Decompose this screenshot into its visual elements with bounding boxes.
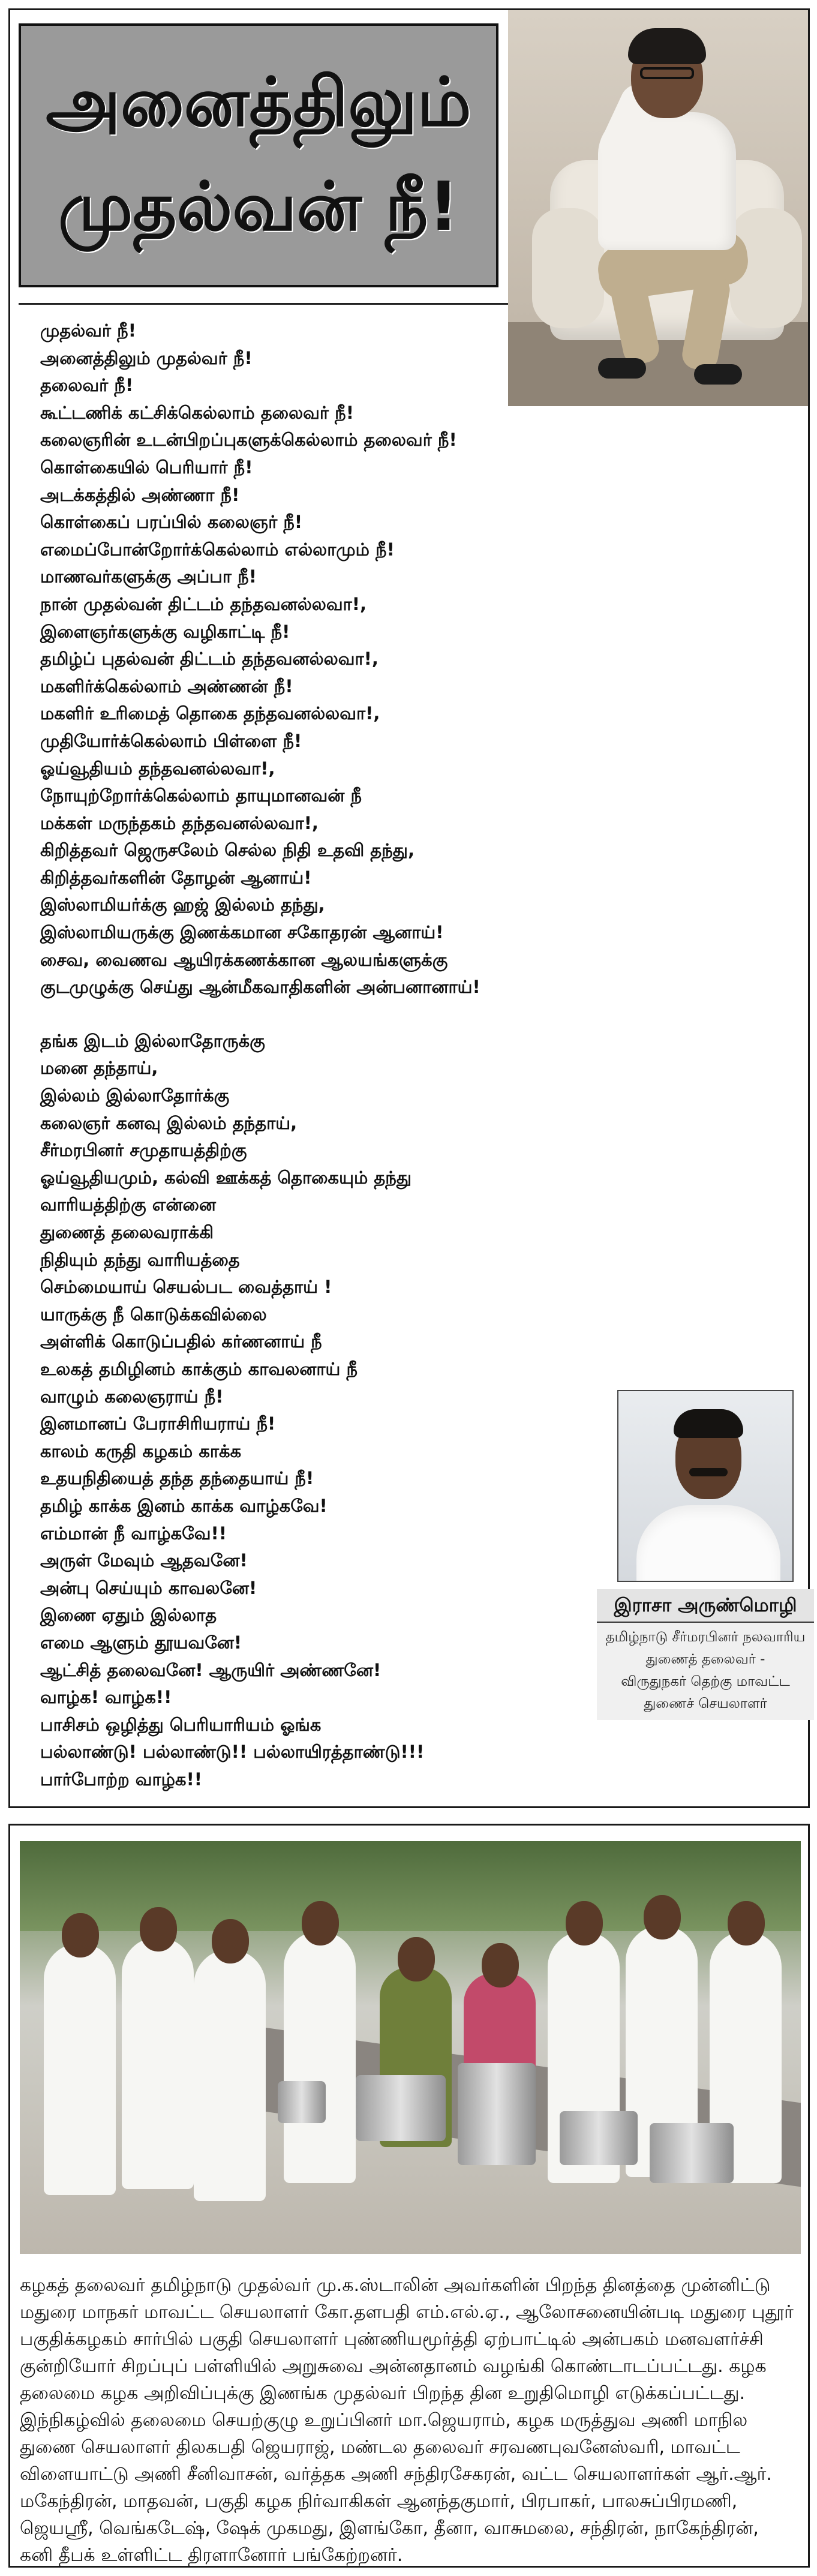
poem-line: எமைப்போன்றோர்க்கெல்லாம் எல்லாமும் நீ! bbox=[40, 539, 395, 560]
poem-line: மக்கள் மருந்தகம் தந்தவனல்லவா!, bbox=[40, 812, 319, 833]
poem-line: எமை ஆளும் தூயவனே! bbox=[40, 1632, 242, 1653]
poem-line: செம்மையாய் செயல்பட வைத்தாய் ! bbox=[40, 1277, 332, 1298]
poem-line: தலைவர் நீ! bbox=[40, 375, 134, 396]
author-designation-line: துணைத் தலைவர் - bbox=[645, 1652, 765, 1667]
poem-line: வாழும் கலைஞராய் நீ! bbox=[40, 1386, 224, 1407]
author-caption bbox=[597, 1589, 814, 1720]
poem-line: அனைத்திலும் முதல்வர் நீ! bbox=[40, 347, 253, 368]
report-line: கழகத் தலைவர் தமிழ்நாடு முதல்வர் மு.க.ஸ்டாலின் அவர்களின் பிறந்த தினத்தை முன்னிட்டு bbox=[20, 2275, 771, 2296]
poem-line: உலகத் தமிழினம் காக்கும் காவலனாய் நீ bbox=[40, 1358, 358, 1379]
poem-line: மாணவர்களுக்கு அப்பா நீ! bbox=[40, 566, 257, 587]
poem-line: முதல்வர் நீ! bbox=[40, 320, 136, 341]
headline-line-2: முதல்வன் நீ! bbox=[58, 168, 459, 246]
report-body bbox=[20, 2272, 802, 2569]
poem-line: கிறித்தவர்களின் தோழன் ஆனாய்! bbox=[40, 867, 312, 888]
author-designation-line: விருதுநகர் தெற்கு மாவட்ட bbox=[621, 1674, 790, 1689]
report-section bbox=[8, 1824, 810, 2568]
report-line: மகேந்திரன், மாதவன், பகுதி கழக நிர்வாகிகள் ஆனந்தகுமார், பிரபாகர், பாலசுப்பிரமணி, bbox=[20, 2491, 738, 2512]
poem-line: யாருக்கு நீ கொடுக்கவில்லை bbox=[40, 1304, 267, 1325]
poem-line: மகளிர் உரிமைத் தொகை தந்தவனல்லவா!, bbox=[40, 703, 380, 724]
poem-line: பார்போற்ற வாழ்க!! bbox=[40, 1769, 203, 1790]
poem-line: எம்மான் நீ வாழ்கவே!! bbox=[40, 1523, 227, 1544]
poem-line: சீர்மரபினர் சமுதாயத்திற்கு bbox=[40, 1140, 247, 1161]
poem-line: ஓய்வூதியம் தந்தவனல்லவா!, bbox=[40, 758, 275, 779]
event-photo bbox=[20, 1841, 801, 2254]
poem-line: தமிழ் காக்க இனம் காக்க வாழ்கவே! bbox=[40, 1495, 328, 1516]
poem-line: கொள்கையில் பெரியார் நீ! bbox=[40, 457, 253, 478]
report-line: மதுரை மாநகர் மாவட்ட செயலாளர் கோ.தளபதி எம்.எல்.ஏ., ஆலோசனையின்படி மதுரை புதூர் bbox=[20, 2302, 794, 2323]
poem-line: அள்ளிக் கொடுப்பதில் கர்ணனாய் நீ bbox=[40, 1331, 322, 1352]
poem-line: இல்லம் இல்லாதோர்க்கு bbox=[40, 1085, 230, 1106]
poem-line: கிறித்தவர் ஜெருசலேம் செல்ல நிதி உதவி தந்து, bbox=[40, 840, 414, 861]
author-name: இராசா அருண்மொழி bbox=[597, 1589, 814, 1623]
author-designation bbox=[597, 1623, 814, 1720]
poem-line: உதயநிதியைத் தந்த தந்தையாய் நீ! bbox=[40, 1468, 314, 1489]
poem-line: வாரியத்திற்கு என்னை bbox=[40, 1194, 217, 1215]
poem-line: தமிழ்ப் புதல்வன் திட்டம் தந்தவனல்லவா!, bbox=[40, 648, 379, 669]
poem-line: பல்லாண்டு! பல்லாண்டு!! பல்லாயிரத்தாண்டு!!! bbox=[40, 1742, 425, 1763]
poem-line: மனை தந்தாய், bbox=[40, 1058, 158, 1079]
poem-line: தங்க இடம் இல்லாதோருக்கு bbox=[40, 1030, 265, 1051]
poem-line: அன்பு செய்யும் காவலனே! bbox=[40, 1577, 257, 1598]
poem-line: இளைஞர்களுக்கு வழிகாட்டி நீ! bbox=[40, 621, 290, 642]
report-line: ஜெயஸ்ரீ, வெங்கடேஷ், ஷேக் முகமது, இளங்கோ, தீனா, வாசுமலை, சந்திரன், நாகேந்திரன், bbox=[20, 2518, 759, 2539]
poem-line: காலம் கருதி கழகம் காக்க bbox=[40, 1440, 242, 1461]
poem-line: அருள் மேவும் ஆதவனே! bbox=[40, 1550, 248, 1571]
report-line: பகுதிக்கழகம் சார்பில் பகுதி செயலாளர் புண்ணியமூர்த்தி ஏற்பாட்டில் அன்பகம் மனவளர்ச்சி bbox=[20, 2329, 764, 2350]
headline-line-1: அனைத்திலும் bbox=[46, 64, 471, 142]
report-line: துணை செயலாளர் திலகபதி ஜெயராஜ், மண்டல தலைவர் சரவணபுவனேஸ்வரி, மாவட்ட bbox=[20, 2437, 740, 2458]
author-designation-line: தமிழ்நாடு சீர்மரபினர் நலவாரிய bbox=[605, 1629, 806, 1645]
poem-line: ஆட்சித் தலைவனே! ஆருயிர் அண்ணனே! bbox=[40, 1659, 382, 1680]
poem-line: துணைத் தலைவராக்கி bbox=[40, 1222, 214, 1242]
poem-line: வாழ்க! வாழ்க!! bbox=[40, 1687, 172, 1708]
poem-section bbox=[8, 8, 810, 1808]
stanza-gap bbox=[40, 1001, 628, 1028]
poem-line: கூட்டணிக் கட்சிக்கெல்லாம் தலைவர் நீ! bbox=[40, 402, 354, 423]
poem-line: இணை ஏதும் இல்லாத bbox=[40, 1605, 217, 1626]
poem-line: கொள்கைப் பரப்பில் கலைஞர் நீ! bbox=[40, 512, 303, 533]
author-designation-line: துணைச் செயலாளர் bbox=[644, 1696, 767, 1712]
poem-line: இனமானப் பேராசிரியராய் நீ! bbox=[40, 1413, 276, 1434]
report-line: தலைமை கழக அறிவிப்புக்கு இணங்க முதல்வர் பிறந்த தின உறுதிமொழி எடுக்கப்பட்டது. bbox=[20, 2383, 746, 2404]
author-photo bbox=[617, 1390, 794, 1582]
poem-line: சைவ, வைணவ ஆயிரக்கணக்கான ஆலயங்களுக்கு bbox=[40, 949, 448, 970]
poem-line: இஸ்லாமியர்க்கு ஹஜ் இல்லம் தந்து, bbox=[40, 894, 325, 915]
poem-line: கலைஞர் கனவு இல்லம் தந்தாய், bbox=[40, 1112, 298, 1133]
report-line: இந்நிகழ்வில் தலைமை செயற்குழு உறுப்பினர் மா.ஜெயராம், கழக மருத்துவ அணி மாநில bbox=[20, 2410, 748, 2431]
report-line: குன்றியோர் சிறப்புப் பள்ளியில் அறுசுவை அன்னதானம் வழங்கி கொண்டாடப்பட்டது. கழக bbox=[20, 2356, 767, 2377]
poem-line: அடக்கத்தில் அண்ணா நீ! bbox=[40, 484, 240, 505]
poem-body bbox=[40, 317, 628, 1793]
poem-line: முதியோர்க்கெல்லாம் பிள்ளை நீ! bbox=[40, 730, 302, 751]
headline-box bbox=[19, 23, 498, 287]
report-line: விளையாட்டு அணி சீனிவாசன், வர்த்தக அணி சந்திரசேகரன், வட்ட செயலாளர்கள் ஆர்.ஆர். bbox=[20, 2464, 772, 2485]
poem-line: மகளிர்க்கெல்லாம் அண்ணன் நீ! bbox=[40, 675, 293, 696]
poem-line: இஸ்லாமியருக்கு இணக்கமான சகோதரன் ஆனாய்! bbox=[40, 922, 444, 943]
headline-divider bbox=[19, 303, 516, 305]
poem-line: நான் முதல்வன் திட்டம் தந்தவனல்லவா!, bbox=[40, 593, 367, 614]
poem-line: பாசிசம் ஒழித்து பெரியாரியம் ஓங்க bbox=[40, 1714, 322, 1735]
poem-line: கலைஞரின் உடன்பிறப்புகளுக்கெல்லாம் தலைவர் நீ! bbox=[40, 430, 457, 451]
poem-line: ஓய்வூதியமும், கல்வி ஊக்கத் தொகையும் தந்து bbox=[40, 1167, 412, 1188]
poem-line: நோயுற்றோர்க்கெல்லாம் தாயுமானவன் நீ bbox=[40, 785, 362, 806]
poem-line: நிதியும் தந்து வாரியத்தை bbox=[40, 1249, 240, 1270]
report-line: கனி தீபக் உள்ளிட்ட திரளானோர் பங்கேற்றனர். bbox=[20, 2545, 403, 2566]
poem-line: குடமுழுக்கு செய்து ஆன்மீகவாதிகளின் அன்பனானாய்! bbox=[40, 977, 480, 998]
